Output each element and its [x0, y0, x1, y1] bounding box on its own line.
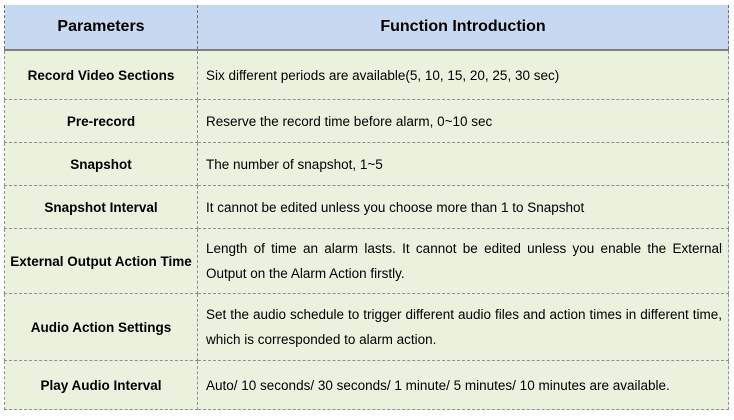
parameters-table — [4, 5, 729, 410]
description-cell: The number of snapshot, 1~5 — [198, 143, 729, 186]
parameters-table-container — [4, 5, 728, 410]
table-row — [5, 50, 729, 100]
table-row — [5, 294, 729, 361]
table-row — [5, 186, 729, 229]
description-cell: Reserve the record time before alarm, 0~10 sec — [198, 100, 729, 143]
table-header — [5, 5, 729, 50]
header-parameters: Parameters — [5, 5, 198, 50]
parameter-cell: External Output Action Time — [5, 229, 198, 294]
header-row — [5, 5, 729, 50]
header-function-introduction: Function Introduction — [198, 5, 729, 50]
description-cell: Set the audio schedule to trigger different audio files and action times in different time, which is corresponded to alarm action. — [198, 294, 729, 361]
parameter-cell: Play Audio Interval — [5, 361, 198, 410]
parameter-cell: Snapshot Interval — [5, 186, 198, 229]
table-row — [5, 361, 729, 410]
description-cell: Length of time an alarm lasts. It cannot be edited unless you enable the External Output on the Alarm Action firstly. — [198, 229, 729, 294]
description-cell: It cannot be edited unless you choose more than 1 to Snapshot — [198, 186, 729, 229]
table-row — [5, 229, 729, 294]
parameter-cell: Snapshot — [5, 143, 198, 186]
description-cell: Six different periods are available(5, 10, 15, 20, 25, 30 sec) — [198, 50, 729, 100]
table-body — [5, 50, 729, 410]
description-cell: Auto/ 10 seconds/ 30 seconds/ 1 minute/ 5 minutes/ 10 minutes are available. — [198, 361, 729, 410]
table-row — [5, 100, 729, 143]
parameter-cell: Record Video Sections — [5, 50, 198, 100]
table-row — [5, 143, 729, 186]
parameter-cell: Audio Action Settings — [5, 294, 198, 361]
parameter-cell: Pre-record — [5, 100, 198, 143]
